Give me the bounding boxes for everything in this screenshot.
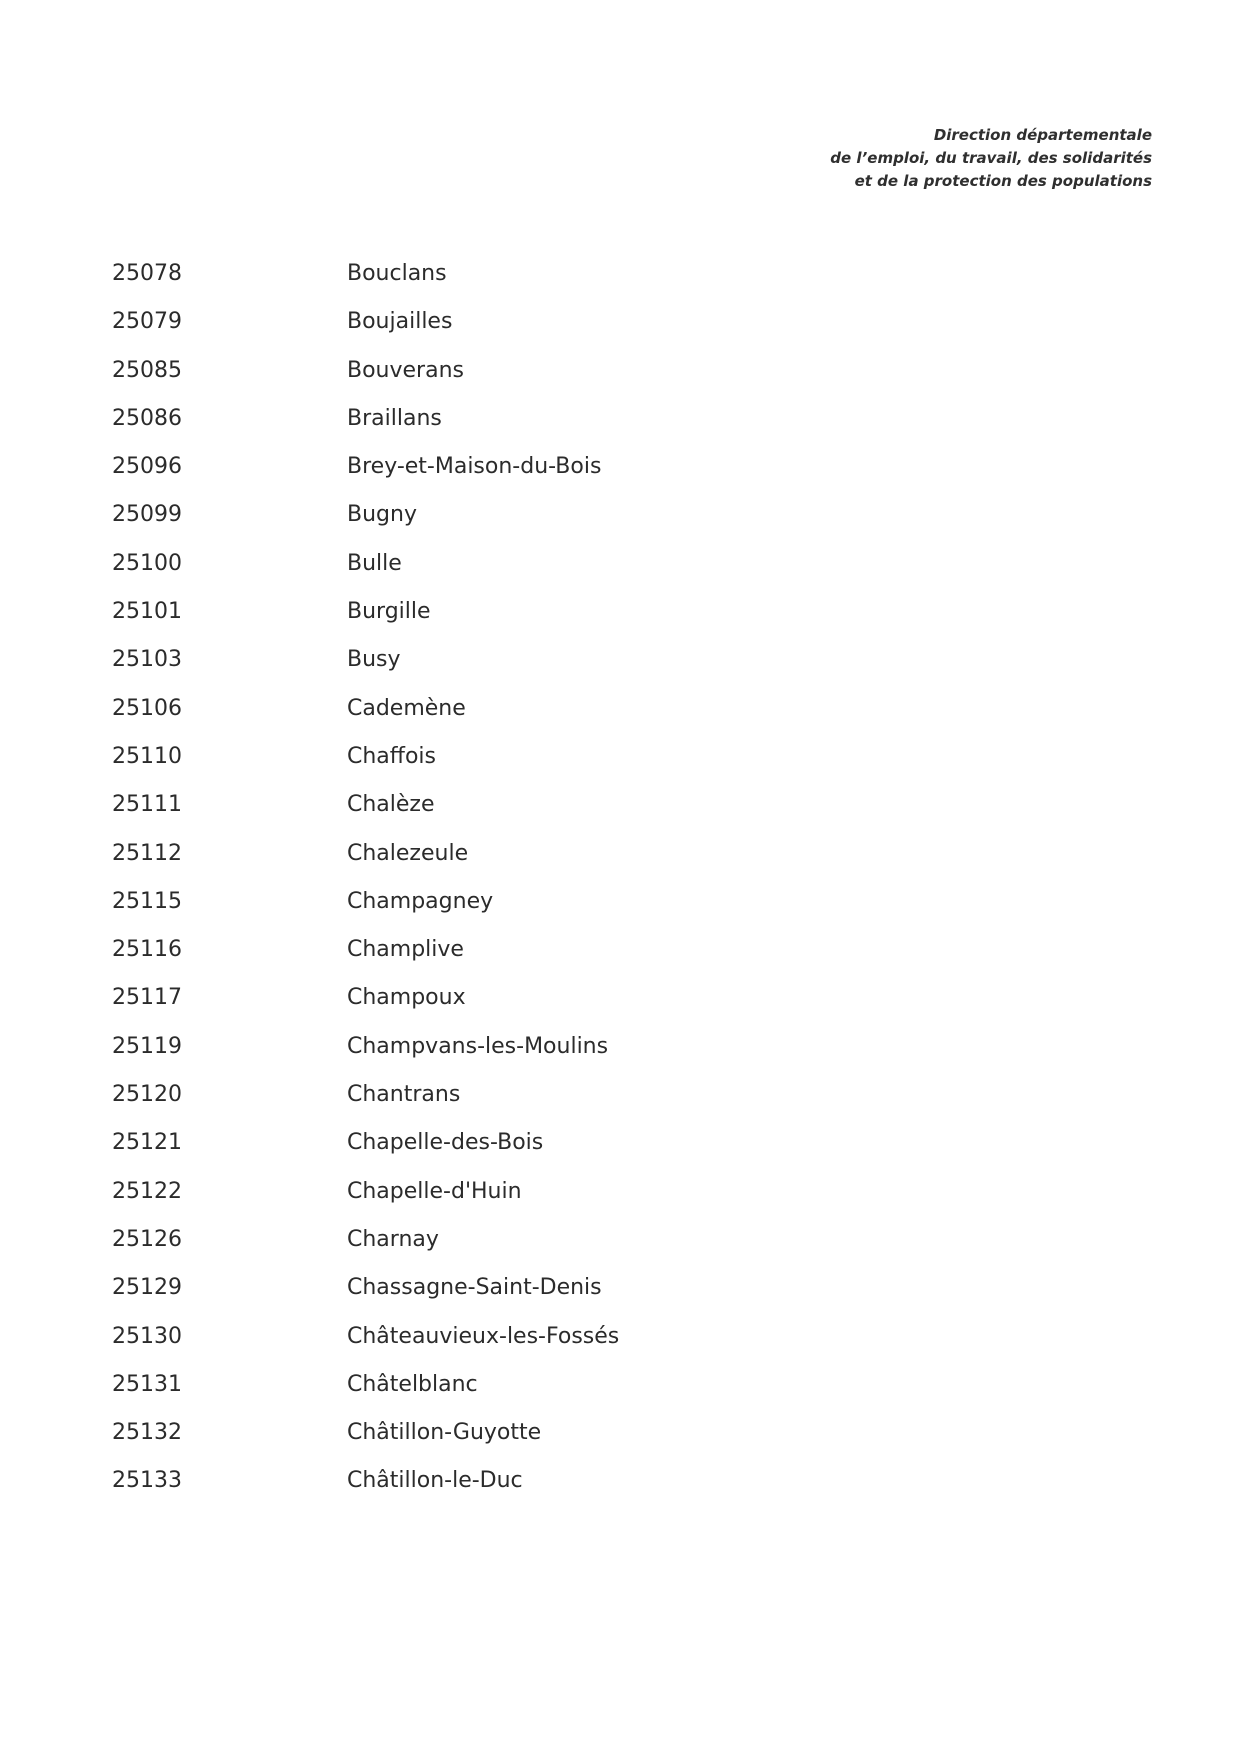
header-line-3: et de la protection des populations xyxy=(854,172,1152,190)
commune-code: 25111 xyxy=(112,792,182,818)
commune-code: 25101 xyxy=(112,599,182,625)
commune-name: Braillans xyxy=(347,405,442,431)
list-item xyxy=(112,1467,619,1515)
commune-name: Champagney xyxy=(347,888,494,914)
commune-code: 25096 xyxy=(112,454,182,480)
commune-code: 25116 xyxy=(112,937,182,963)
commune-code: 25126 xyxy=(112,1226,182,1252)
list-item xyxy=(112,984,619,1032)
commune-code: 25085 xyxy=(112,357,182,383)
list-item xyxy=(112,646,619,694)
commune-name: Bugny xyxy=(347,502,417,528)
commune-name: Châtelblanc xyxy=(347,1371,478,1397)
commune-name: Chalezeule xyxy=(347,840,469,866)
commune-code: 25129 xyxy=(112,1275,182,1301)
list-item xyxy=(112,936,619,984)
commune-code: 25132 xyxy=(112,1420,182,1446)
commune-name: Chapelle-des-Bois xyxy=(347,1130,544,1156)
commune-code: 25119 xyxy=(112,1033,182,1059)
list-item xyxy=(112,1323,619,1371)
list-item xyxy=(112,357,619,405)
commune-code: 25133 xyxy=(112,1468,182,1494)
list-item xyxy=(112,550,619,598)
list-item xyxy=(112,1033,619,1081)
commune-name: Bouclans xyxy=(347,261,447,286)
commune-code: 25115 xyxy=(112,888,182,914)
commune-name: Brey-et-Maison-du-Bois xyxy=(347,454,602,480)
list-item xyxy=(112,791,619,839)
commune-name: Cademène xyxy=(347,695,466,721)
commune-name: Burgille xyxy=(347,599,431,625)
commune-code: 25103 xyxy=(112,647,182,673)
commune-name: Champvans-les-Moulins xyxy=(347,1033,609,1059)
commune-code: 25100 xyxy=(112,550,182,576)
list-item xyxy=(112,598,619,646)
list-item xyxy=(112,1419,619,1467)
commune-name: Boujailles xyxy=(347,309,453,335)
list-item xyxy=(112,743,619,791)
commune-code: 25131 xyxy=(112,1371,182,1397)
list-item xyxy=(112,695,619,743)
commune-code: 25122 xyxy=(112,1178,182,1204)
commune-name: Chalèze xyxy=(347,792,435,818)
commune-code: 25078 xyxy=(112,261,182,286)
commune-code: 25112 xyxy=(112,840,182,866)
list-item xyxy=(112,888,619,936)
list-item xyxy=(112,1178,619,1226)
commune-name: Busy xyxy=(347,647,401,673)
commune-code: 25117 xyxy=(112,985,182,1011)
commune-name: Charnay xyxy=(347,1226,439,1252)
commune-name: Chassagne-Saint-Denis xyxy=(347,1275,602,1301)
list-item xyxy=(112,1081,619,1129)
commune-name: Champlive xyxy=(347,937,464,963)
commune-name: Chaffois xyxy=(347,743,436,769)
commune-code: 25099 xyxy=(112,502,182,528)
list-item xyxy=(112,501,619,549)
list-item xyxy=(112,260,619,308)
list-item xyxy=(112,453,619,501)
commune-name: Chantrans xyxy=(347,1082,461,1108)
commune-code: 25121 xyxy=(112,1130,182,1156)
header-line-2: de l’emploi, du travail, des solidarités xyxy=(830,149,1152,167)
commune-name: Châtillon-Guyotte xyxy=(347,1420,542,1446)
commune-name: Bulle xyxy=(347,550,402,576)
commune-name: Châteauvieux-les-Fossés xyxy=(347,1323,620,1349)
commune-code: 25130 xyxy=(112,1323,182,1349)
header-line-1: Direction départementale xyxy=(933,126,1152,144)
commune-list xyxy=(112,260,619,1516)
list-item xyxy=(112,1226,619,1274)
page-header xyxy=(830,124,1152,193)
commune-code: 25086 xyxy=(112,405,182,431)
commune-code: 25106 xyxy=(112,695,182,721)
commune-code: 25120 xyxy=(112,1082,182,1108)
commune-name: Châtillon-le-Duc xyxy=(347,1468,523,1494)
list-item xyxy=(112,1274,619,1322)
commune-name: Bouverans xyxy=(347,357,464,383)
commune-name: Champoux xyxy=(347,985,466,1011)
list-item xyxy=(112,840,619,888)
list-item xyxy=(112,1371,619,1419)
list-item xyxy=(112,308,619,356)
commune-name: Chapelle-d'Huin xyxy=(347,1178,522,1204)
commune-code: 25079 xyxy=(112,309,182,335)
commune-code: 25110 xyxy=(112,743,182,769)
list-item xyxy=(112,1129,619,1177)
list-item xyxy=(112,405,619,453)
